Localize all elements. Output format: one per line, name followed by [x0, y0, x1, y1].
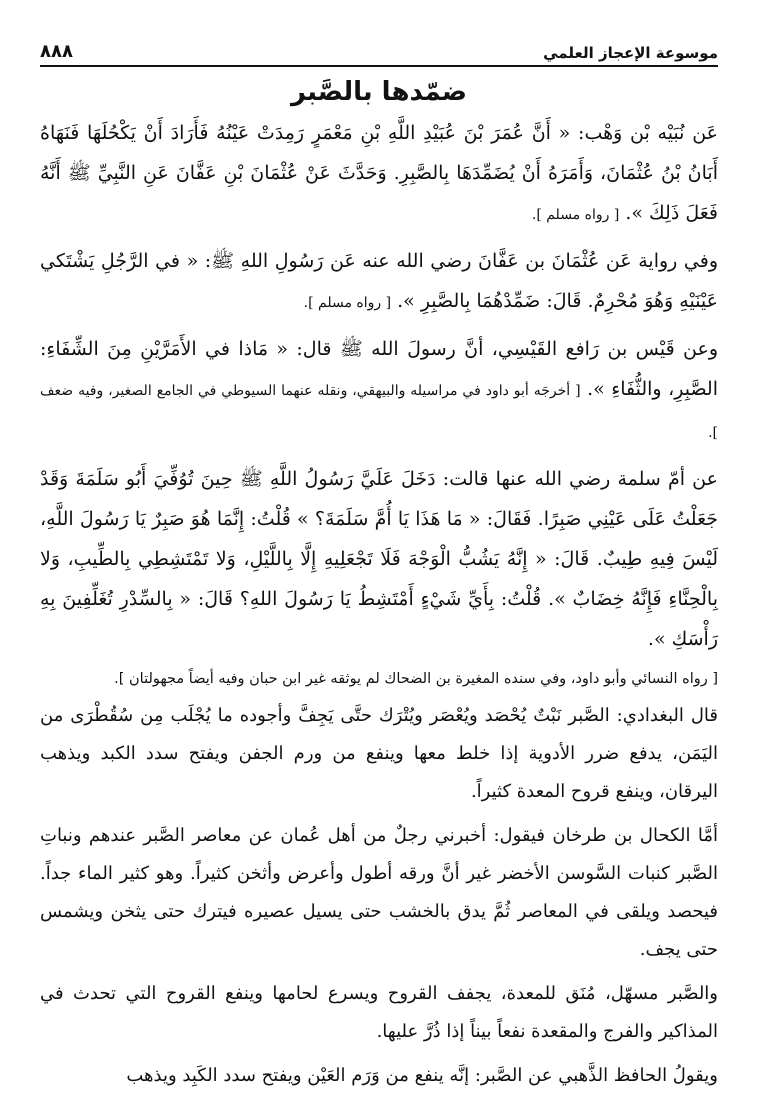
- hadith-text: عَن نُبَيْه بْن وَهْب: « أَنَّ عُمَرَ بْنَ عُبَيْدِ اللَّهِ بْنِ مَعْمَرٍ رَمِدَتْ عَيْنُهُ فَأَرَادَ أَنْ يَكْحُلَهَا فَنَهَاهُ أَبَانُ بْنُ عُثْمَانَ، وَأَمَرَهُ أَنْ يُضَمِّدَهَا بِالصَّبِرِ. وَحَدَّثَ عَنْ عُثْمَانَ بْنِ عَفَّانَ عَنِ النَّبِيِّ ﷺ أَنَّهُ فَعَلَ ذَلِكَ ».: [40, 122, 718, 224]
- hadith-reference: [ رواه مسلم ].: [303, 295, 392, 311]
- running-header: [40, 36, 718, 67]
- hadith-paragraph-2: [40, 241, 718, 323]
- page-number: ٨٨٨: [40, 41, 73, 62]
- body-paragraph-2: أمَّا الكحال بن طرخان فيقول: أخبرني رجلٌ من أهل عُمان عن معاصر الصَّبر عندهم ونباتِ الصَّبر كنبات السَّوسن الأخضر غير أنَّ ورقه أطول وأعرض وأثخن كثيراً. وهو كثير الماء جداً. فيحصد ويلقى في المعاصر ثُمَّ يدق بالخشب حتى يسيل عصيره فيترك حتى يثخن ويشمس حتى يجف.: [40, 825, 718, 960]
- hadith-paragraph-1: [40, 113, 718, 235]
- hadith-reference: [ رواه مسلم ].: [531, 207, 620, 223]
- book-title: موسوعة الإعجاز العلمي: [543, 44, 718, 62]
- body-paragraph-3: والصَّبر مسهّل، مُنَق للمعدة، يجفف القروح ويسرع لحامها وينفع القروح التي تحدث في المذاكير والفرج والمقعدة نفعاً بيناً إذا ذُرَّ عليها.: [40, 983, 718, 1042]
- hadith-text: عن أمّ سلمة رضي الله عنها قالت: دَخَلَ عَلَيَّ رَسُولُ اللَّهِ ﷺ حِينَ تُوُفِّيَ أَبُو سَلَمَةَ وَقَدْ جَعَلْتُ عَلَى عَيْنِي صَبِرًا. فَقَالَ: « مَا هَذَا يَا أُمَّ سَلَمَةَ؟ » قُلْتُ: إِنَّمَا هُوَ صَبِرٌ يَا رَسُولَ اللَّهِ، لَيْسَ فِيهِ طِيبٌ. قَالَ: « إِنَّهُ يَشُبُّ الْوَجْهَ فَلَا تَجْعَلِيهِ إِلَّا بِاللَّيْلِ، وَلا تَمْتَشِطِي بِالطِّيبِ، وَلا بِالْحِنَّاءِ فَإِنَّهُ خِضَابٌ ». قُلْتُ: بِأَيِّ شَيْءٍ أَمْتَشِطُ يَا رَسُولَ اللهِ؟ قَالَ: « بِالسِّدْرِ تُغَلِّفِينَ بِهِ رَأْسَكِ ».: [40, 468, 718, 650]
- hadith-note: [ رواه النسائي وأبو داود، وفي سنده المغيرة بن الضحاك لم يوثقه غير ابن حبان وفيه أيضاً مجهولتان ].: [114, 671, 718, 687]
- hadith-paragraph-4: [40, 459, 718, 659]
- body-paragraph-4: ويقولُ الحافظ الذَّهبي عن الصَّبر: إنَّه ينفع من وَرَم العَيْن ويفتح سدد الكَبِد ويذهب: [126, 1065, 718, 1086]
- hadith-text: وعن قَيْس بن رَافع القَيْسِي، أنَّ رسولَ الله ﷺ قال: « مَاذا في الأَمَرَّيْنِ مِنَ الشِّفَاءِ: الصَّبِرِ، والثُّفَاءِ ».: [40, 338, 718, 400]
- page: [40, 36, 718, 1101]
- body-paragraph-1: قال البغدادي: الصَّبر نَبْتٌ يُحْصَد ويُعْصَر ويُتْرَك حتَّى يَجِفَّ وأجوده ما يُجْلَب مِن سُقُطْرَى من اليَمَن، يدفع ضرر الأدوية إذا خلط معها وينفع من ورم الجفن ويفتح سدد الكبد ويذهب اليرقان، وينفع قروح المعدة كثيراً.: [40, 705, 718, 802]
- hadith-reference: [ أخرجَه أبو داود في مراسيله والبيهقي، ونقله عنهما السيوطي في الجامع الصغير، وفيه ضعف ].: [40, 383, 718, 441]
- content: [40, 113, 718, 1095]
- hadith-paragraph-3: [40, 329, 718, 453]
- hadith-text: وفي رواية عَن عُثْمَانَ بن عَفَّانَ رضي الله عنه عَن رَسُولِ اللهِ ﷺ: « في الرَّجُلِ يَشْتَكي عَيْنَيْهِ وَهُوَ مُحْرِمٌ. قَالَ: ضَمِّدْهُمَا بِالصَّبِرِ ».: [40, 250, 718, 312]
- chapter-title: ضمّدها بالصَّبر: [290, 77, 468, 107]
